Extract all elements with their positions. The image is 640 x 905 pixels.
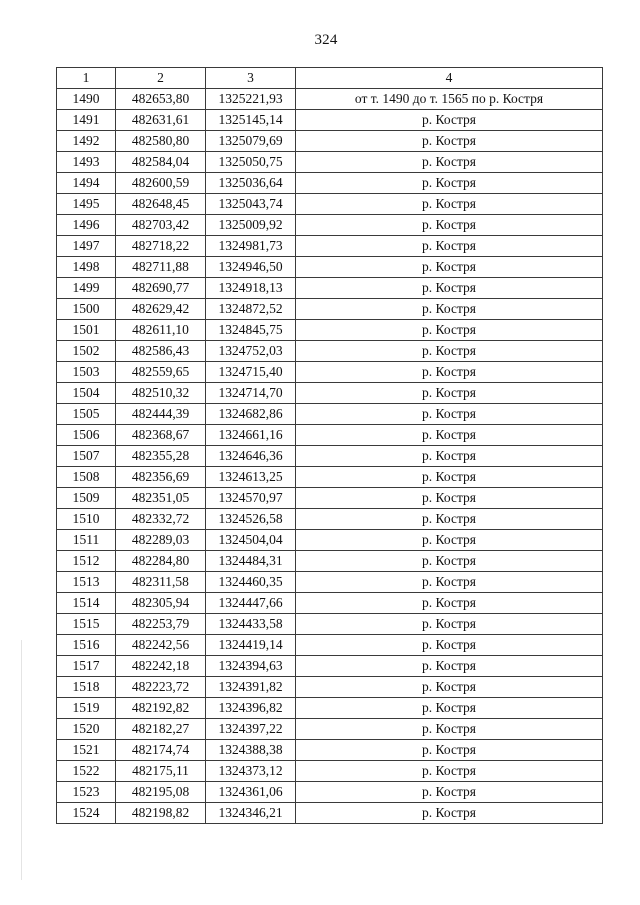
description-cell: р. Костря bbox=[296, 173, 603, 194]
table-row bbox=[57, 341, 603, 362]
description-cell: р. Костря bbox=[296, 614, 603, 635]
table-row bbox=[57, 89, 603, 110]
table-row bbox=[57, 425, 603, 446]
y-coordinate-cell: 1325079,69 bbox=[206, 131, 296, 152]
point-number-cell: 1496 bbox=[57, 215, 116, 236]
y-coordinate-cell: 1325221,93 bbox=[206, 89, 296, 110]
header-row bbox=[57, 68, 603, 89]
y-coordinate-cell: 1324460,35 bbox=[206, 572, 296, 593]
y-coordinate-cell: 1324391,82 bbox=[206, 677, 296, 698]
point-number-cell: 1507 bbox=[57, 446, 116, 467]
point-number-cell: 1521 bbox=[57, 740, 116, 761]
point-number-cell: 1493 bbox=[57, 152, 116, 173]
x-coordinate-cell: 482174,74 bbox=[116, 740, 206, 761]
table-row bbox=[57, 719, 603, 740]
table-row bbox=[57, 215, 603, 236]
description-cell: р. Костря bbox=[296, 635, 603, 656]
table-row bbox=[57, 110, 603, 131]
coordinates-table bbox=[56, 67, 603, 824]
table-row bbox=[57, 173, 603, 194]
point-number-cell: 1504 bbox=[57, 383, 116, 404]
point-number-cell: 1512 bbox=[57, 551, 116, 572]
y-coordinate-cell: 1324526,58 bbox=[206, 509, 296, 530]
y-coordinate-cell: 1324661,16 bbox=[206, 425, 296, 446]
x-coordinate-cell: 482629,42 bbox=[116, 299, 206, 320]
point-number-cell: 1515 bbox=[57, 614, 116, 635]
x-coordinate-cell: 482192,82 bbox=[116, 698, 206, 719]
column-header-2: 2 bbox=[116, 68, 206, 89]
x-coordinate-cell: 482305,94 bbox=[116, 593, 206, 614]
description-cell: р. Костря bbox=[296, 551, 603, 572]
y-coordinate-cell: 1324981,73 bbox=[206, 236, 296, 257]
description-cell: р. Костря bbox=[296, 152, 603, 173]
description-cell: р. Костря bbox=[296, 677, 603, 698]
x-coordinate-cell: 482198,82 bbox=[116, 803, 206, 824]
table-row bbox=[57, 299, 603, 320]
y-coordinate-cell: 1324346,21 bbox=[206, 803, 296, 824]
description-cell: р. Костря bbox=[296, 761, 603, 782]
point-number-cell: 1492 bbox=[57, 131, 116, 152]
y-coordinate-cell: 1324419,14 bbox=[206, 635, 296, 656]
x-coordinate-cell: 482510,32 bbox=[116, 383, 206, 404]
point-number-cell: 1523 bbox=[57, 782, 116, 803]
description-cell: р. Костря bbox=[296, 509, 603, 530]
page-number: 324 bbox=[314, 32, 338, 48]
description-cell: р. Костря bbox=[296, 425, 603, 446]
y-coordinate-cell: 1324918,13 bbox=[206, 278, 296, 299]
point-number-cell: 1516 bbox=[57, 635, 116, 656]
point-number-cell: 1506 bbox=[57, 425, 116, 446]
x-coordinate-cell: 482580,80 bbox=[116, 131, 206, 152]
table-row bbox=[57, 677, 603, 698]
x-coordinate-cell: 482584,04 bbox=[116, 152, 206, 173]
x-coordinate-cell: 482223,72 bbox=[116, 677, 206, 698]
description-cell: р. Костря bbox=[296, 488, 603, 509]
point-number-cell: 1501 bbox=[57, 320, 116, 341]
y-coordinate-cell: 1324682,86 bbox=[206, 404, 296, 425]
y-coordinate-cell: 1324396,82 bbox=[206, 698, 296, 719]
table-row bbox=[57, 593, 603, 614]
point-number-cell: 1500 bbox=[57, 299, 116, 320]
x-coordinate-cell: 482332,72 bbox=[116, 509, 206, 530]
description-cell: р. Костря bbox=[296, 110, 603, 131]
description-cell: р. Костря bbox=[296, 530, 603, 551]
table-row bbox=[57, 782, 603, 803]
description-cell: р. Костря bbox=[296, 803, 603, 824]
table-row bbox=[57, 572, 603, 593]
description-cell: р. Костря bbox=[296, 236, 603, 257]
table-row bbox=[57, 635, 603, 656]
point-number-cell: 1518 bbox=[57, 677, 116, 698]
description-cell: р. Костря bbox=[296, 572, 603, 593]
point-number-cell: 1508 bbox=[57, 467, 116, 488]
y-coordinate-cell: 1324570,97 bbox=[206, 488, 296, 509]
table-row bbox=[57, 257, 603, 278]
x-coordinate-cell: 482711,88 bbox=[116, 257, 206, 278]
x-coordinate-cell: 482289,03 bbox=[116, 530, 206, 551]
point-number-cell: 1513 bbox=[57, 572, 116, 593]
description-cell: р. Костря bbox=[296, 782, 603, 803]
point-number-cell: 1524 bbox=[57, 803, 116, 824]
y-coordinate-cell: 1324845,75 bbox=[206, 320, 296, 341]
table-row bbox=[57, 404, 603, 425]
table-row bbox=[57, 467, 603, 488]
x-coordinate-cell: 482356,69 bbox=[116, 467, 206, 488]
description-cell: р. Костря bbox=[296, 299, 603, 320]
point-number-cell: 1490 bbox=[57, 89, 116, 110]
description-cell: р. Костря bbox=[296, 194, 603, 215]
table-row bbox=[57, 698, 603, 719]
x-coordinate-cell: 482195,08 bbox=[116, 782, 206, 803]
description-cell: р. Костря bbox=[296, 215, 603, 236]
x-coordinate-cell: 482703,42 bbox=[116, 215, 206, 236]
table-row bbox=[57, 131, 603, 152]
x-coordinate-cell: 482444,39 bbox=[116, 404, 206, 425]
description-cell: р. Костря bbox=[296, 404, 603, 425]
x-coordinate-cell: 482586,43 bbox=[116, 341, 206, 362]
x-coordinate-cell: 482242,56 bbox=[116, 635, 206, 656]
x-coordinate-cell: 482648,45 bbox=[116, 194, 206, 215]
y-coordinate-cell: 1324646,36 bbox=[206, 446, 296, 467]
column-header-3: 3 bbox=[206, 68, 296, 89]
y-coordinate-cell: 1325145,14 bbox=[206, 110, 296, 131]
x-coordinate-cell: 482355,28 bbox=[116, 446, 206, 467]
table-row bbox=[57, 656, 603, 677]
x-coordinate-cell: 482690,77 bbox=[116, 278, 206, 299]
y-coordinate-cell: 1325043,74 bbox=[206, 194, 296, 215]
y-coordinate-cell: 1324946,50 bbox=[206, 257, 296, 278]
description-cell: р. Костря bbox=[296, 719, 603, 740]
table-row bbox=[57, 614, 603, 635]
y-coordinate-cell: 1324714,70 bbox=[206, 383, 296, 404]
point-number-cell: 1517 bbox=[57, 656, 116, 677]
y-coordinate-cell: 1324394,63 bbox=[206, 656, 296, 677]
x-coordinate-cell: 482631,61 bbox=[116, 110, 206, 131]
point-number-cell: 1503 bbox=[57, 362, 116, 383]
y-coordinate-cell: 1324388,38 bbox=[206, 740, 296, 761]
x-coordinate-cell: 482253,79 bbox=[116, 614, 206, 635]
x-coordinate-cell: 482351,05 bbox=[116, 488, 206, 509]
y-coordinate-cell: 1324752,03 bbox=[206, 341, 296, 362]
description-cell: р. Костря bbox=[296, 656, 603, 677]
x-coordinate-cell: 482653,80 bbox=[116, 89, 206, 110]
point-number-cell: 1520 bbox=[57, 719, 116, 740]
point-number-cell: 1491 bbox=[57, 110, 116, 131]
y-coordinate-cell: 1325050,75 bbox=[206, 152, 296, 173]
y-coordinate-cell: 1325036,64 bbox=[206, 173, 296, 194]
x-coordinate-cell: 482718,22 bbox=[116, 236, 206, 257]
x-coordinate-cell: 482182,27 bbox=[116, 719, 206, 740]
table-row bbox=[57, 551, 603, 572]
description-cell: р. Костря bbox=[296, 467, 603, 488]
y-coordinate-cell: 1324361,06 bbox=[206, 782, 296, 803]
description-cell: р. Костря bbox=[296, 320, 603, 341]
y-coordinate-cell: 1325009,92 bbox=[206, 215, 296, 236]
description-cell: р. Костря bbox=[296, 341, 603, 362]
table-row bbox=[57, 383, 603, 404]
point-number-cell: 1495 bbox=[57, 194, 116, 215]
description-cell: р. Костря bbox=[296, 131, 603, 152]
table-row bbox=[57, 509, 603, 530]
point-number-cell: 1499 bbox=[57, 278, 116, 299]
description-cell: р. Костря bbox=[296, 383, 603, 404]
scan-edge-line bbox=[21, 640, 22, 880]
table-row bbox=[57, 194, 603, 215]
table-row bbox=[57, 152, 603, 173]
table-row bbox=[57, 446, 603, 467]
point-number-cell: 1502 bbox=[57, 341, 116, 362]
table-row bbox=[57, 488, 603, 509]
y-coordinate-cell: 1324447,66 bbox=[206, 593, 296, 614]
table-row bbox=[57, 320, 603, 341]
x-coordinate-cell: 482600,59 bbox=[116, 173, 206, 194]
table-row bbox=[57, 761, 603, 782]
point-number-cell: 1498 bbox=[57, 257, 116, 278]
y-coordinate-cell: 1324397,22 bbox=[206, 719, 296, 740]
point-number-cell: 1510 bbox=[57, 509, 116, 530]
table-row bbox=[57, 740, 603, 761]
x-coordinate-cell: 482242,18 bbox=[116, 656, 206, 677]
point-number-cell: 1494 bbox=[57, 173, 116, 194]
description-cell: р. Костря bbox=[296, 593, 603, 614]
description-cell: р. Костря bbox=[296, 278, 603, 299]
x-coordinate-cell: 482611,10 bbox=[116, 320, 206, 341]
table-row bbox=[57, 362, 603, 383]
y-coordinate-cell: 1324872,52 bbox=[206, 299, 296, 320]
point-number-cell: 1522 bbox=[57, 761, 116, 782]
description-cell: р. Костря bbox=[296, 362, 603, 383]
y-coordinate-cell: 1324715,40 bbox=[206, 362, 296, 383]
table-row bbox=[57, 236, 603, 257]
table-row bbox=[57, 278, 603, 299]
point-number-cell: 1509 bbox=[57, 488, 116, 509]
description-cell: от т. 1490 до т. 1565 по р. Костря bbox=[296, 89, 603, 110]
table-header bbox=[57, 68, 603, 89]
x-coordinate-cell: 482311,58 bbox=[116, 572, 206, 593]
x-coordinate-cell: 482368,67 bbox=[116, 425, 206, 446]
column-header-4: 4 bbox=[296, 68, 603, 89]
table-row bbox=[57, 530, 603, 551]
y-coordinate-cell: 1324433,58 bbox=[206, 614, 296, 635]
description-cell: р. Костря bbox=[296, 257, 603, 278]
x-coordinate-cell: 482559,65 bbox=[116, 362, 206, 383]
description-cell: р. Костря bbox=[296, 698, 603, 719]
y-coordinate-cell: 1324613,25 bbox=[206, 467, 296, 488]
point-number-cell: 1505 bbox=[57, 404, 116, 425]
table-body bbox=[57, 89, 603, 824]
point-number-cell: 1514 bbox=[57, 593, 116, 614]
description-cell: р. Костря bbox=[296, 446, 603, 467]
point-number-cell: 1497 bbox=[57, 236, 116, 257]
y-coordinate-cell: 1324484,31 bbox=[206, 551, 296, 572]
y-coordinate-cell: 1324504,04 bbox=[206, 530, 296, 551]
description-cell: р. Костря bbox=[296, 740, 603, 761]
x-coordinate-cell: 482284,80 bbox=[116, 551, 206, 572]
point-number-cell: 1511 bbox=[57, 530, 116, 551]
y-coordinate-cell: 1324373,12 bbox=[206, 761, 296, 782]
column-header-1: 1 bbox=[57, 68, 116, 89]
table-row bbox=[57, 803, 603, 824]
x-coordinate-cell: 482175,11 bbox=[116, 761, 206, 782]
point-number-cell: 1519 bbox=[57, 698, 116, 719]
